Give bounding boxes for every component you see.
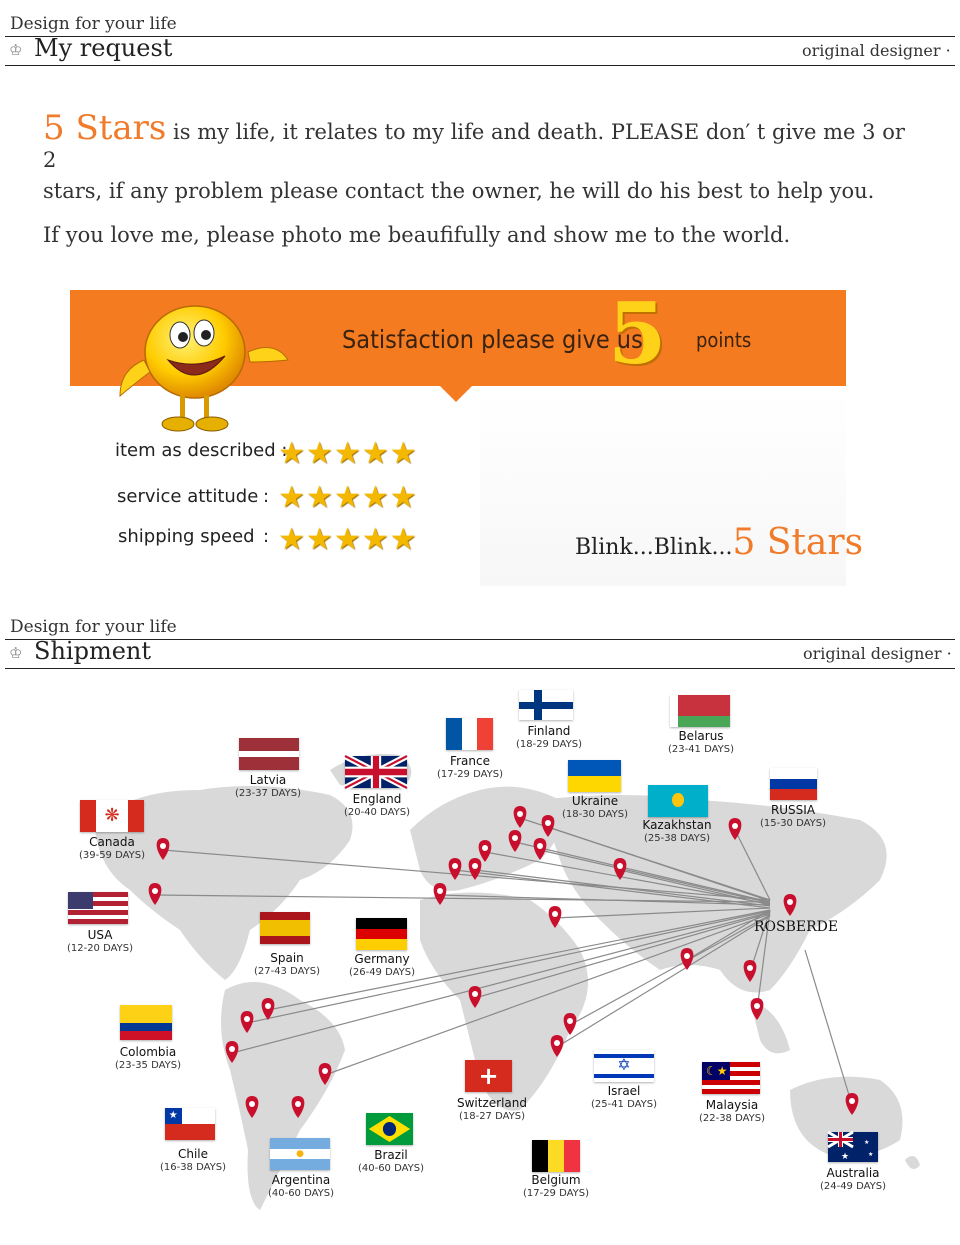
kazakhstan-days: (25-38 DAYS): [643, 833, 711, 844]
rating-star-icon: ★: [361, 436, 389, 471]
canada-flag-icon: ❋: [80, 800, 144, 832]
brazil-days: (40-60 DAYS): [357, 1163, 425, 1174]
colombia-days: (23-35 DAYS): [114, 1060, 182, 1071]
switzerland-flag-icon: +: [465, 1060, 512, 1092]
israel-label: Israel: [607, 1084, 641, 1098]
spain-flag-icon: [260, 912, 310, 944]
rating-star-icon: ★: [305, 522, 333, 557]
section1-tagline: Design for your life: [10, 14, 177, 34]
malaysia-days: (22-38 DAYS): [698, 1113, 766, 1124]
rating-star-icon: ★: [361, 480, 389, 515]
russia-flag-icon: [770, 768, 817, 800]
satisfaction-text: Satisfaction please give us: [342, 325, 643, 354]
rating-star-icon: ★: [278, 522, 305, 557]
rating-star-icon: ★: [389, 522, 417, 557]
hub-label: ROSBERDE: [754, 919, 839, 935]
germany-days: (26-49 DAYS): [348, 967, 416, 978]
spain-days: (27-43 DAYS): [253, 966, 321, 977]
header-rule-bottom: [5, 65, 955, 66]
svg-text:★: ★: [868, 1151, 874, 1158]
rating-star-icon: ★: [333, 436, 361, 471]
switzerland-days: (18-27 DAYS): [458, 1111, 526, 1122]
usa-label: USA: [87, 928, 113, 942]
germany-label: Germany: [354, 952, 410, 966]
australia-flag-icon: [828, 1132, 878, 1162]
finland-days: (18-29 DAYS): [515, 739, 583, 750]
kazakhstan-flag-icon: [648, 785, 708, 817]
svg-text:★: ★: [864, 1139, 870, 1146]
chile-days: (16-38 DAYS): [159, 1162, 227, 1173]
malaysia-flag-icon: ☾★: [702, 1062, 760, 1094]
germany-flag-icon: [356, 918, 407, 950]
rating-banner: [70, 284, 864, 586]
belgium-label: Belgium: [531, 1173, 581, 1187]
rating-star-icon: ★: [333, 480, 361, 515]
belgium-flag-icon: [532, 1140, 580, 1172]
rating-star-icon: ★: [389, 480, 417, 515]
england-flag-icon: [345, 756, 407, 788]
section1-original-designer: original designer ·: [802, 41, 951, 60]
russia-days: (15-30 DAYS): [759, 818, 827, 829]
intro-5-stars: 5 Stars: [43, 108, 167, 148]
belarus-flag-icon: [670, 695, 730, 727]
belarus-days: (23-41 DAYS): [667, 744, 735, 755]
usa-flag-icon: [68, 892, 128, 924]
colombia-label: Colombia: [119, 1045, 177, 1059]
belgium-days: (17-29 DAYS): [522, 1188, 590, 1199]
ukraine-flag-icon: [568, 760, 621, 792]
rating-star-icon: ★: [333, 522, 361, 557]
colombia-flag-icon: [120, 1005, 172, 1040]
argentina-flag-icon: ●: [270, 1138, 330, 1170]
rating-stars-service: [278, 480, 418, 515]
finland-flag-icon: [519, 690, 573, 720]
ukraine-days: (18-30 DAYS): [561, 809, 629, 820]
section2-title: Shipment: [34, 637, 151, 665]
usa-days: (12-20 DAYS): [66, 943, 134, 954]
rating-colon-shipping: :: [263, 526, 270, 547]
canada-label: Canada: [89, 835, 135, 849]
section1-title: My request: [34, 34, 173, 62]
rating-label-item: item as described :: [115, 440, 288, 461]
rating-star-icon: ★: [278, 480, 305, 515]
canada-days: (39-59 DAYS): [78, 850, 146, 861]
rating-colon-service: :: [263, 486, 270, 507]
england-days: (20-40 DAYS): [343, 807, 411, 818]
malaysia-label: Malaysia: [705, 1098, 759, 1112]
rating-label-service: service attitude: [117, 486, 259, 507]
rating-star-icon: ★: [305, 480, 333, 515]
svg-text:★: ★: [841, 1152, 850, 1162]
crown-icon: ♔: [9, 644, 23, 662]
brazil-flag-icon: [366, 1113, 413, 1145]
rating-label-shipping: shipping speed: [118, 526, 255, 547]
rating-star-icon: ★: [389, 436, 417, 471]
header-rule-bottom-2: [5, 668, 955, 669]
rating-star-icon: ★: [361, 522, 389, 557]
banner-notch: [440, 386, 472, 402]
intro-line-1-text: is my life, it relates to my life and death. PLEASE don′ t give me 3 or 2: [43, 120, 905, 172]
crown-icon: ♔: [9, 41, 23, 59]
france-flag-icon: [446, 718, 493, 750]
rating-stars-shipping: [278, 522, 418, 557]
australia-days: (24-49 DAYS): [819, 1181, 887, 1192]
switzerland-label: Switzerland: [457, 1096, 527, 1110]
blink-5-stars: 5 Stars: [732, 522, 864, 563]
spain-label: Spain: [270, 951, 304, 965]
belarus-label: Belarus: [678, 729, 724, 743]
rating-star-icon: ★: [278, 436, 305, 471]
australia-label: Australia: [826, 1166, 880, 1180]
intro-line-1: [43, 108, 923, 172]
blink-slogan: [575, 522, 863, 563]
argentina-days: (40-60 DAYS): [267, 1188, 335, 1199]
section2-tagline: Design for your life: [10, 617, 177, 637]
england-label: England: [352, 792, 402, 806]
rating-stars-item: [278, 436, 418, 471]
intro-line-2: stars, if any problem please contact the owner, he will do his best to help you.: [43, 179, 875, 203]
chile-label: Chile: [177, 1147, 209, 1161]
latvia-days: (23-37 DAYS): [234, 788, 302, 799]
chile-flag-icon: ★: [165, 1108, 215, 1140]
map-pin-icon: [681, 948, 694, 970]
latvia-flag-icon: [239, 738, 299, 770]
israel-days: (25-41 DAYS): [590, 1099, 658, 1110]
finland-label: Finland: [527, 724, 571, 738]
rating-star-icon: ★: [305, 436, 333, 471]
latvia-label: Latvia: [249, 773, 287, 787]
france-label: France: [450, 754, 490, 768]
section2-original-designer: original designer ·: [803, 644, 952, 663]
russia-label: RUSSIA: [770, 803, 816, 817]
blink-text: Blink...Blink...: [575, 535, 733, 560]
intro-line-3: If you love me, please photo me beaufifully and show me to the world.: [43, 223, 791, 247]
points-text: points: [696, 328, 752, 352]
ukraine-label: Ukraine: [571, 794, 619, 808]
brazil-label: Brazil: [374, 1148, 408, 1162]
argentina-label: Argentina: [271, 1173, 331, 1187]
israel-flag-icon: ✡: [594, 1050, 654, 1082]
kazakhstan-label: Kazakhstan: [642, 818, 712, 832]
france-days: (17-29 DAYS): [436, 769, 504, 780]
banner-big-5: 5: [608, 284, 667, 383]
